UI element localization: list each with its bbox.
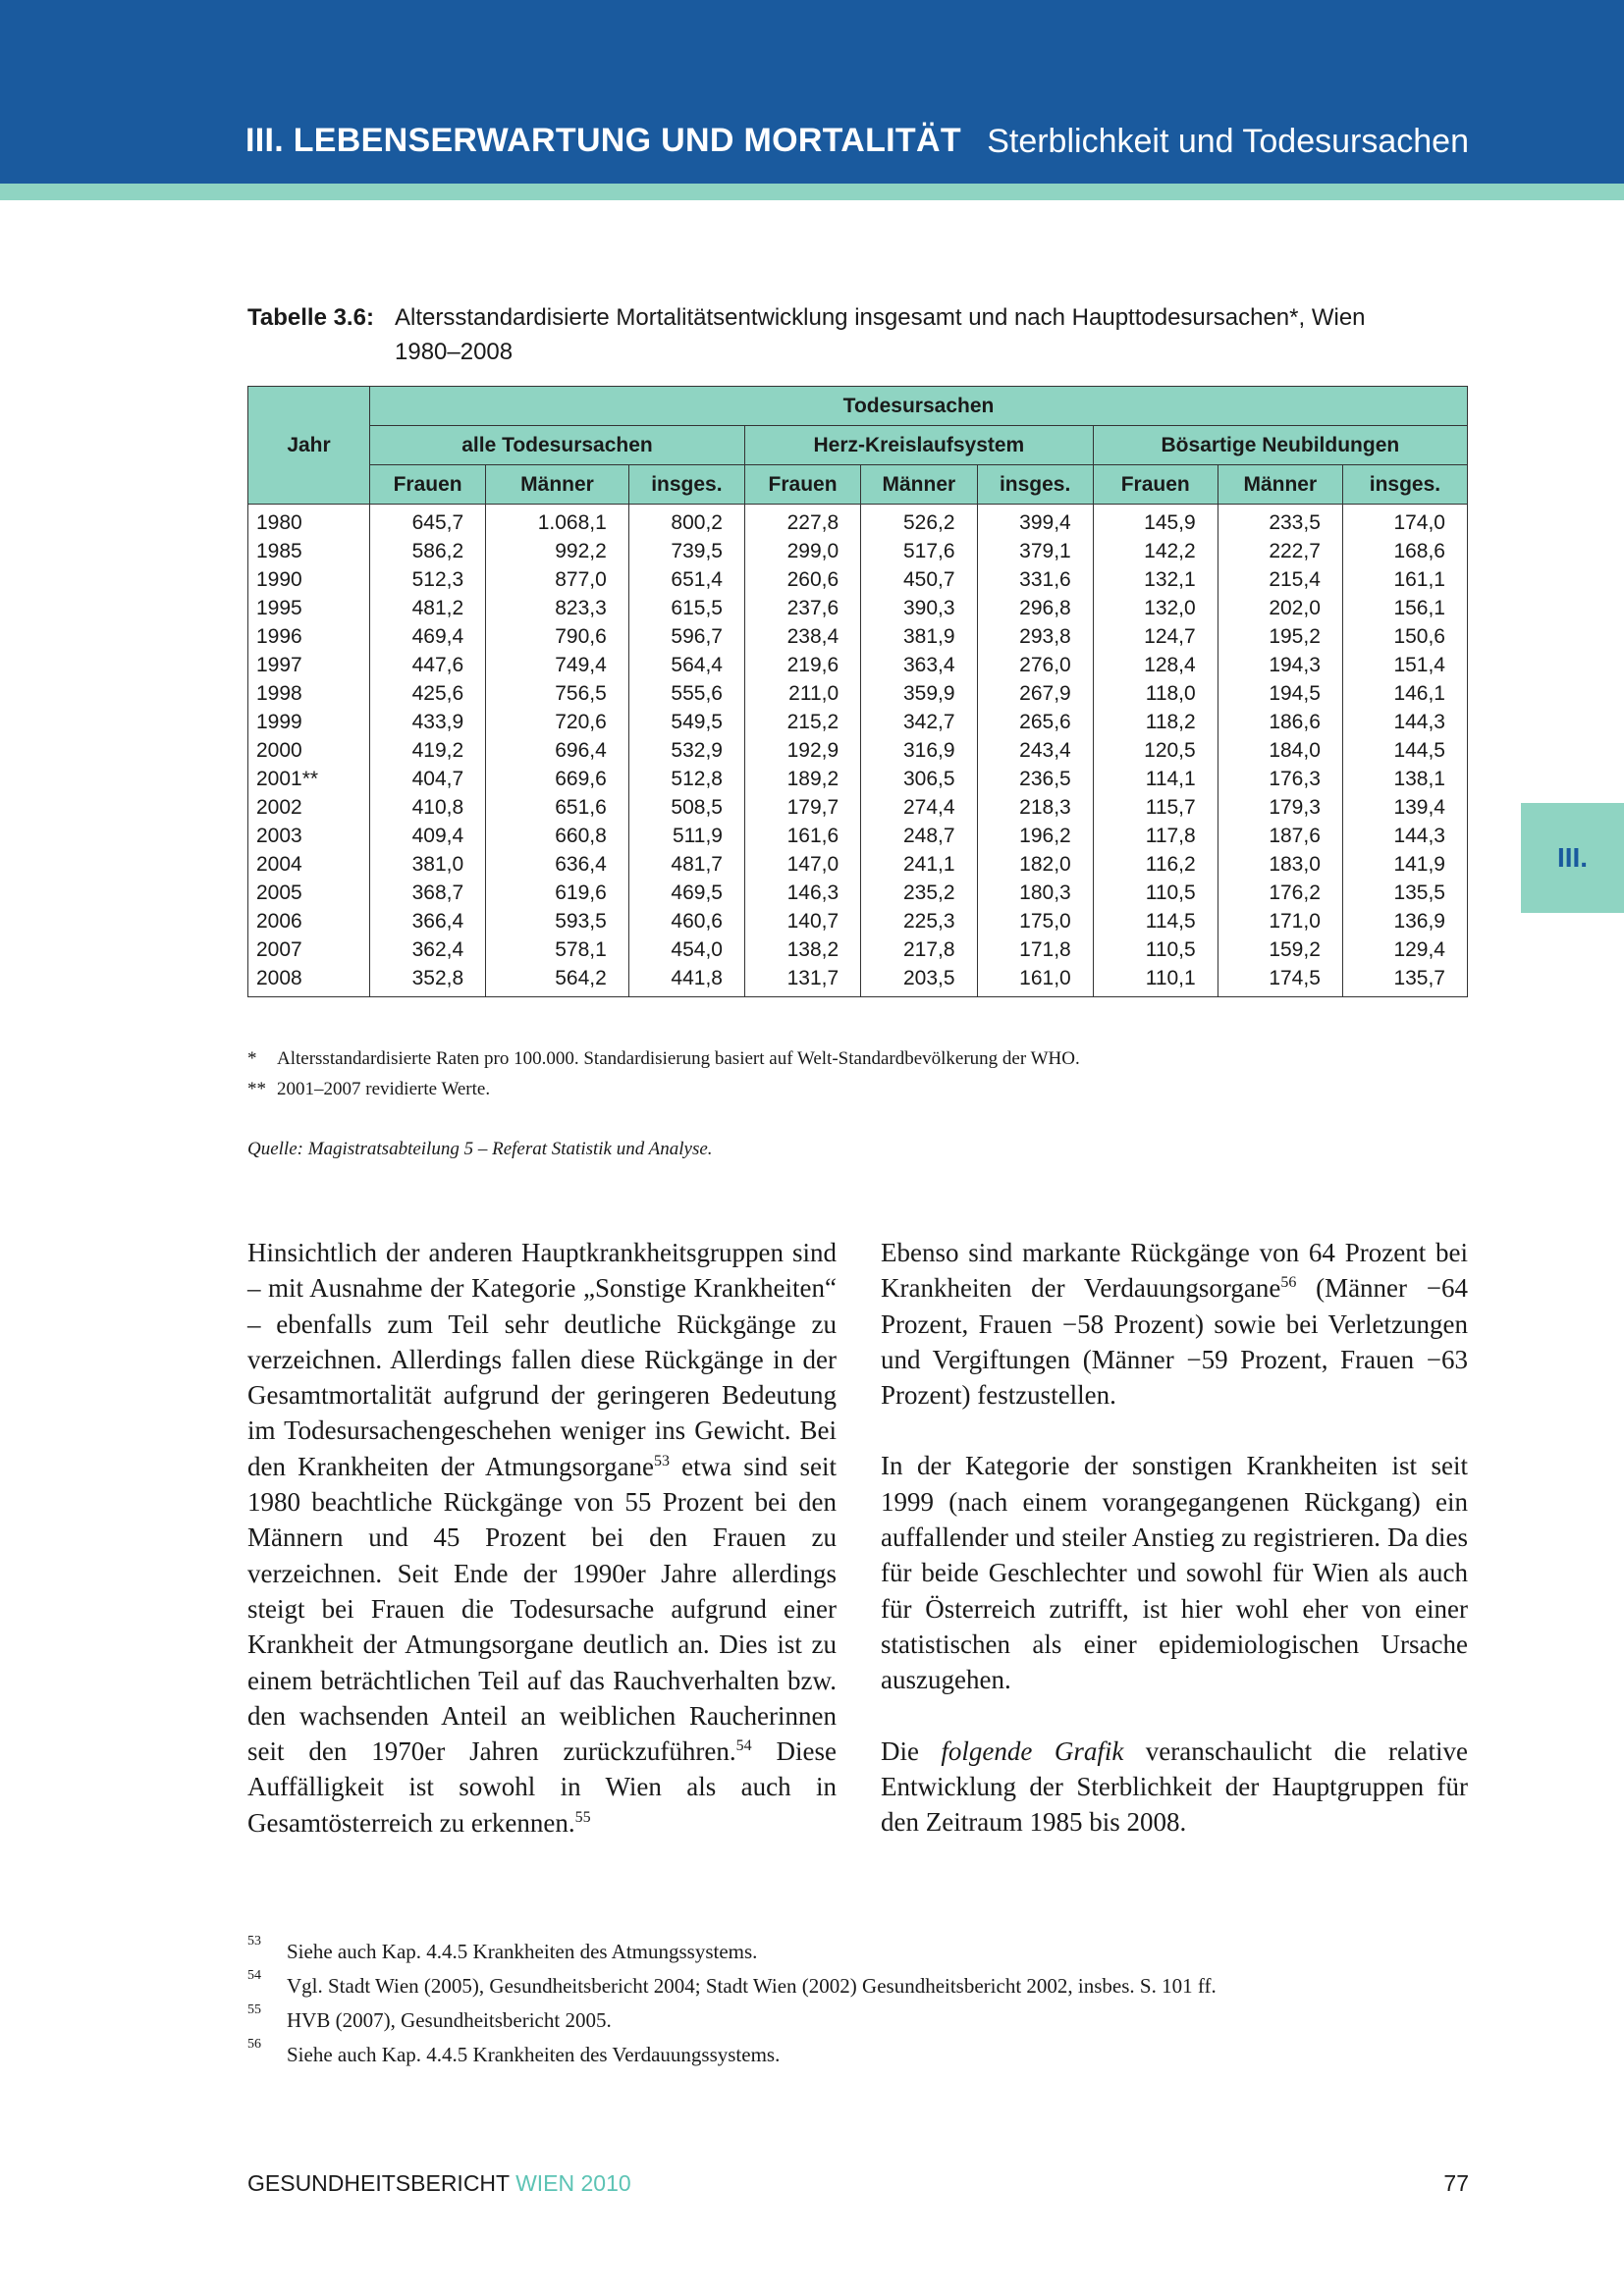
header-group: alle Todesursachen (370, 426, 745, 465)
value-cell: 362,4 (370, 935, 486, 964)
value-cell: 114,1 (1093, 765, 1218, 793)
year-cell: 1999 (248, 708, 370, 736)
value-cell: 176,3 (1218, 765, 1342, 793)
header-year: Jahr (248, 387, 370, 505)
sub-header-cell: Frauen (370, 465, 486, 505)
value-cell: 454,0 (628, 935, 744, 964)
value-cell: 564,2 (486, 964, 629, 997)
footer-title-accent: WIEN 2010 (515, 2170, 631, 2196)
value-cell: 720,6 (486, 708, 629, 736)
table-body (248, 505, 1468, 997)
value-cell: 425,6 (370, 679, 486, 708)
value-cell: 195,2 (1218, 622, 1342, 651)
footnote-ref: 55 (574, 1808, 591, 1826)
sub-header-row (248, 465, 1468, 505)
value-cell: 171,0 (1218, 907, 1342, 935)
value-cell: 593,5 (486, 907, 629, 935)
value-cell: 116,2 (1093, 850, 1218, 879)
value-cell: 171,8 (977, 935, 1093, 964)
footnote-ref: 54 (735, 1737, 752, 1755)
paragraph: In der Kategorie der sonstigen Krankheiten ist seit 1999 (nach einem vorangegangenen Rückgang) ein auffallender und steiler Anstieg zu registrieren. Da dies für beide Geschlechter und sowohl für Wien als auch für Österreich zutrifft, ist hier wohl eher von einer statistischen als einer epidemiologischen Ursache auszugehen. (881, 1451, 1468, 1695)
value-cell: 669,6 (486, 765, 629, 793)
text-run: Hinsichtlich der anderen Hauptkrankheitsgruppen sind – mit Ausnahme der Kategorie „Sonstige Krankheiten“ – ebenfalls zum Teil sehr deutliche Rückgänge zu verzeichnen. Allerdings fallen diese Rückgänge in der Gesamtmortalität aufgrund der geringeren Bedeutung im Todesursachengeschehen weniger ins Gewicht. Bei den Krankheiten der Atmungsorgane (247, 1238, 837, 1481)
caption-text: Altersstandardisierte Mortalitätsentwicklung insgesamt und nach Haupttodesursachen*, Wien 1980–2008 (395, 304, 1366, 365)
footer-title-text: GESUNDHEITSBERICHT (247, 2170, 510, 2196)
table-row (248, 765, 1468, 793)
value-cell: 156,1 (1342, 594, 1467, 622)
value-cell: 517,6 (861, 537, 977, 565)
sub-header-cell: insges. (1342, 465, 1467, 505)
year-cell: 2001** (248, 765, 370, 793)
value-cell: 526,2 (861, 505, 977, 538)
value-cell: 135,5 (1342, 879, 1467, 907)
value-cell: 182,0 (977, 850, 1093, 879)
value-cell: 512,8 (628, 765, 744, 793)
value-cell: 183,0 (1218, 850, 1342, 879)
text-run: Die (881, 1735, 942, 1766)
year-cell: 2004 (248, 850, 370, 879)
value-cell: 1.068,1 (486, 505, 629, 538)
table-row (248, 907, 1468, 935)
value-cell: 146,1 (1342, 679, 1467, 708)
value-cell: 110,5 (1093, 879, 1218, 907)
footnote-text: Siehe auch Kap. 4.4.5 Krankheiten des Verdauungssystems. (287, 2043, 781, 2066)
paragraph (881, 1235, 1468, 1413)
footnote-text: HVB (2007), Gesundheitsbericht 2005. (287, 2008, 612, 2032)
table-row (248, 736, 1468, 765)
year-cell: 2005 (248, 879, 370, 907)
value-cell: 352,8 (370, 964, 486, 997)
value-cell: 132,1 (1093, 565, 1218, 594)
value-cell: 433,9 (370, 708, 486, 736)
value-cell: 211,0 (744, 679, 860, 708)
table-row (248, 822, 1468, 850)
table-row (248, 565, 1468, 594)
value-cell: 316,9 (861, 736, 977, 765)
sub-header-cell: Frauen (1093, 465, 1218, 505)
section-title: Sterblichkeit und Todesursachen (987, 123, 1469, 160)
value-cell: 146,3 (744, 879, 860, 907)
value-cell: 409,4 (370, 822, 486, 850)
paragraph (247, 1235, 837, 1841)
value-cell: 237,6 (744, 594, 860, 622)
sub-header-cell: insges. (628, 465, 744, 505)
value-cell: 586,2 (370, 537, 486, 565)
table-row (248, 850, 1468, 879)
value-cell: 135,7 (1342, 964, 1467, 997)
year-cell: 1985 (248, 537, 370, 565)
value-cell: 511,9 (628, 822, 744, 850)
value-cell: 248,7 (861, 822, 977, 850)
value-cell: 202,0 (1218, 594, 1342, 622)
value-cell: 739,5 (628, 537, 744, 565)
text-run: veranschaulicht die relative Entwicklung der Sterblichkeit der Hauptgruppen für den Zeitraum 1985 bis 2008. (881, 1735, 1468, 1838)
value-cell: 696,4 (486, 736, 629, 765)
value-cell: 481,7 (628, 850, 744, 879)
value-cell: 194,3 (1218, 651, 1342, 679)
value-cell: 293,8 (977, 622, 1093, 651)
value-cell: 636,4 (486, 850, 629, 879)
value-cell: 144,3 (1342, 822, 1467, 850)
table-row (248, 651, 1468, 679)
value-cell: 227,8 (744, 505, 860, 538)
year-cell: 1980 (248, 505, 370, 538)
value-cell: 469,4 (370, 622, 486, 651)
value-cell: 660,8 (486, 822, 629, 850)
value-cell: 138,1 (1342, 765, 1467, 793)
value-cell: 512,3 (370, 565, 486, 594)
year-cell: 2007 (248, 935, 370, 964)
table-row (248, 935, 1468, 964)
table-source: Quelle: Magistratsabteilung 5 – Referat Statistik und Analyse. (247, 1139, 713, 1159)
value-cell: 564,4 (628, 651, 744, 679)
value-cell: 131,7 (744, 964, 860, 997)
table-row (248, 964, 1468, 997)
value-cell: 299,0 (744, 537, 860, 565)
value-cell: 469,5 (628, 879, 744, 907)
value-cell: 174,5 (1218, 964, 1342, 997)
footnote-number: 56 (247, 2037, 261, 2052)
footnote-ref: 53 (653, 1452, 670, 1469)
emphasis: folgende Grafik (941, 1735, 1124, 1766)
value-cell: 390,3 (861, 594, 977, 622)
note-mark: ** (247, 1079, 266, 1099)
table-row (248, 622, 1468, 651)
value-cell: 992,2 (486, 537, 629, 565)
value-cell: 144,5 (1342, 736, 1467, 765)
sub-header-cell: Männer (1218, 465, 1342, 505)
value-cell: 194,5 (1218, 679, 1342, 708)
value-cell: 441,8 (628, 964, 744, 997)
value-cell: 139,4 (1342, 793, 1467, 822)
text-run: etwa sind seit 1980 beachtliche Rückgänge von 55 Prozent bei den Männern und 45 Prozent bei den Frauen zu verzeichnen. Seit Ende der 1990er Jahre allerdings steigt bei Frauen die Todesursache aufgrund einer Krankheit der Atmungsorgane deutlich an. Dies ist zu einem beträchtlichen Teil auf das Rauchverhalten bzw. den wachsenden Anteil an weiblichen Raucherinnen seit den 1970er Jahren zurückzuführen. (247, 1451, 837, 1767)
table-row (248, 505, 1468, 538)
value-cell: 877,0 (486, 565, 629, 594)
footnote-number: 53 (247, 1934, 261, 1949)
footnote-text: Siehe auch Kap. 4.4.5 Krankheiten des Atmungssystems. (287, 1940, 758, 1963)
table-row (248, 793, 1468, 822)
value-cell: 481,2 (370, 594, 486, 622)
year-cell: 1998 (248, 679, 370, 708)
table-row (248, 708, 1468, 736)
value-cell: 460,6 (628, 907, 744, 935)
year-cell: 2006 (248, 907, 370, 935)
value-cell: 187,6 (1218, 822, 1342, 850)
value-cell: 578,1 (486, 935, 629, 964)
value-cell: 179,7 (744, 793, 860, 822)
value-cell: 236,5 (977, 765, 1093, 793)
value-cell: 265,6 (977, 708, 1093, 736)
page-header (0, 0, 1624, 184)
value-cell: 379,1 (977, 537, 1093, 565)
value-cell: 142,2 (1093, 537, 1218, 565)
value-cell: 145,9 (1093, 505, 1218, 538)
value-cell: 645,7 (370, 505, 486, 538)
value-cell: 447,6 (370, 651, 486, 679)
footer-title (247, 2170, 631, 2197)
value-cell: 508,5 (628, 793, 744, 822)
body-column-left (247, 1235, 837, 1876)
value-cell: 823,3 (486, 594, 629, 622)
value-cell: 114,5 (1093, 907, 1218, 935)
value-cell: 450,7 (861, 565, 977, 594)
value-cell: 180,3 (977, 879, 1093, 907)
value-cell: 132,0 (1093, 594, 1218, 622)
sub-header-cell: Frauen (744, 465, 860, 505)
sub-header-cell: Männer (486, 465, 629, 505)
value-cell: 144,3 (1342, 708, 1467, 736)
value-cell: 218,3 (977, 793, 1093, 822)
year-cell: 2002 (248, 793, 370, 822)
caption-label: Tabelle 3.6: (247, 304, 374, 331)
value-cell: 151,4 (1342, 651, 1467, 679)
value-cell: 555,6 (628, 679, 744, 708)
value-cell: 651,4 (628, 565, 744, 594)
value-cell: 174,0 (1342, 505, 1467, 538)
chapter-side-tab: III. (1521, 803, 1624, 913)
value-cell: 219,6 (744, 651, 860, 679)
note-text: Altersstandardisierte Raten pro 100.000. Standardisierung basiert auf Welt-Standardbevölkerung der WHO. (277, 1048, 1080, 1069)
value-cell: 790,6 (486, 622, 629, 651)
value-cell: 749,4 (486, 651, 629, 679)
value-cell: 399,4 (977, 505, 1093, 538)
value-cell: 179,3 (1218, 793, 1342, 822)
text-run: (Männer −64 Prozent, Frauen −58 Prozent) sowie bei Verletzungen und Vergiftungen (Männer −59 Prozent, Frauen −63 Prozent) festzustellen. (881, 1273, 1468, 1411)
table-row (248, 879, 1468, 907)
value-cell: 159,2 (1218, 935, 1342, 964)
value-cell: 110,5 (1093, 935, 1218, 964)
value-cell: 161,0 (977, 964, 1093, 997)
mortality-table (247, 386, 1468, 997)
value-cell: 410,8 (370, 793, 486, 822)
value-cell: 366,4 (370, 907, 486, 935)
value-cell: 756,5 (486, 679, 629, 708)
value-cell: 532,9 (628, 736, 744, 765)
footnote-number: 54 (247, 1968, 261, 1983)
value-cell: 147,0 (744, 850, 860, 879)
header-group: Bösartige Neubildungen (1093, 426, 1467, 465)
header-causes: Todesursachen (370, 387, 1468, 426)
value-cell: 184,0 (1218, 736, 1342, 765)
value-cell: 359,9 (861, 679, 977, 708)
footnote-text: Vgl. Stadt Wien (2005), Gesundheitsbericht 2004; Stadt Wien (2002) Gesundheitsbericht 2002, insbes. S. 101 ff. (287, 1974, 1217, 1998)
value-cell: 800,2 (628, 505, 744, 538)
value-cell: 175,0 (977, 907, 1093, 935)
value-cell: 233,5 (1218, 505, 1342, 538)
value-cell: 161,6 (744, 822, 860, 850)
value-cell: 176,2 (1218, 879, 1342, 907)
year-cell: 2000 (248, 736, 370, 765)
value-cell: 342,7 (861, 708, 977, 736)
value-cell: 215,4 (1218, 565, 1342, 594)
sub-header-cell: insges. (977, 465, 1093, 505)
value-cell: 150,6 (1342, 622, 1467, 651)
value-cell: 189,2 (744, 765, 860, 793)
value-cell: 120,5 (1093, 736, 1218, 765)
footnote-number: 55 (247, 2002, 261, 2017)
value-cell: 217,8 (861, 935, 977, 964)
value-cell: 549,5 (628, 708, 744, 736)
value-cell: 238,4 (744, 622, 860, 651)
value-cell: 368,7 (370, 879, 486, 907)
value-cell: 118,0 (1093, 679, 1218, 708)
value-cell: 128,4 (1093, 651, 1218, 679)
value-cell: 110,1 (1093, 964, 1218, 997)
value-cell: 296,8 (977, 594, 1093, 622)
value-cell: 161,1 (1342, 565, 1467, 594)
value-cell: 115,7 (1093, 793, 1218, 822)
note-mark: * (247, 1048, 257, 1069)
paragraph (881, 1734, 1468, 1841)
value-cell: 222,7 (1218, 537, 1342, 565)
note-text: 2001–2007 revidierte Werte. (277, 1079, 491, 1099)
body-column-right (881, 1235, 1468, 1875)
value-cell: 331,6 (977, 565, 1093, 594)
value-cell: 192,9 (744, 736, 860, 765)
value-cell: 363,4 (861, 651, 977, 679)
value-cell: 215,2 (744, 708, 860, 736)
text-run: Ebenso sind markante Rückgänge von 64 Prozent bei Krankheiten der Verdauungsorgane (881, 1238, 1468, 1304)
header-group: Herz-Kreislaufsystem (744, 426, 1093, 465)
value-cell: 651,6 (486, 793, 629, 822)
value-cell: 117,8 (1093, 822, 1218, 850)
value-cell: 306,5 (861, 765, 977, 793)
value-cell: 235,2 (861, 879, 977, 907)
header-stripe (0, 184, 1624, 200)
value-cell: 596,7 (628, 622, 744, 651)
value-cell: 619,6 (486, 879, 629, 907)
value-cell: 129,4 (1342, 935, 1467, 964)
sub-header-cell: Männer (861, 465, 977, 505)
value-cell: 118,2 (1093, 708, 1218, 736)
value-cell: 404,7 (370, 765, 486, 793)
value-cell: 243,4 (977, 736, 1093, 765)
value-cell: 241,1 (861, 850, 977, 879)
year-cell: 2008 (248, 964, 370, 997)
table-row (248, 594, 1468, 622)
value-cell: 136,9 (1342, 907, 1467, 935)
value-cell: 186,6 (1218, 708, 1342, 736)
value-cell: 203,5 (861, 964, 977, 997)
value-cell: 276,0 (977, 651, 1093, 679)
value-cell: 138,2 (744, 935, 860, 964)
value-cell: 381,0 (370, 850, 486, 879)
year-cell: 2003 (248, 822, 370, 850)
value-cell: 196,2 (977, 822, 1093, 850)
value-cell: 141,9 (1342, 850, 1467, 879)
page-number: 77 (1443, 2170, 1469, 2196)
chapter-title: III. LEBENSERWARTUNG UND MORTALITÄT (245, 122, 961, 159)
value-cell: 260,6 (744, 565, 860, 594)
footnote-ref: 56 (1280, 1274, 1297, 1292)
value-cell: 419,2 (370, 736, 486, 765)
table-row (248, 537, 1468, 565)
value-cell: 267,9 (977, 679, 1093, 708)
value-cell: 140,7 (744, 907, 860, 935)
value-cell: 168,6 (1342, 537, 1467, 565)
year-cell: 1996 (248, 622, 370, 651)
value-cell: 615,5 (628, 594, 744, 622)
value-cell: 124,7 (1093, 622, 1218, 651)
year-cell: 1995 (248, 594, 370, 622)
text-run: Diese Auffälligkeit ist sowohl in Wien als auch in Gesamtösterreich zu erkennen. (247, 1736, 837, 1838)
value-cell: 225,3 (861, 907, 977, 935)
value-cell: 381,9 (861, 622, 977, 651)
value-cell: 274,4 (861, 793, 977, 822)
year-cell: 1997 (248, 651, 370, 679)
year-cell: 1990 (248, 565, 370, 594)
table-row (248, 679, 1468, 708)
